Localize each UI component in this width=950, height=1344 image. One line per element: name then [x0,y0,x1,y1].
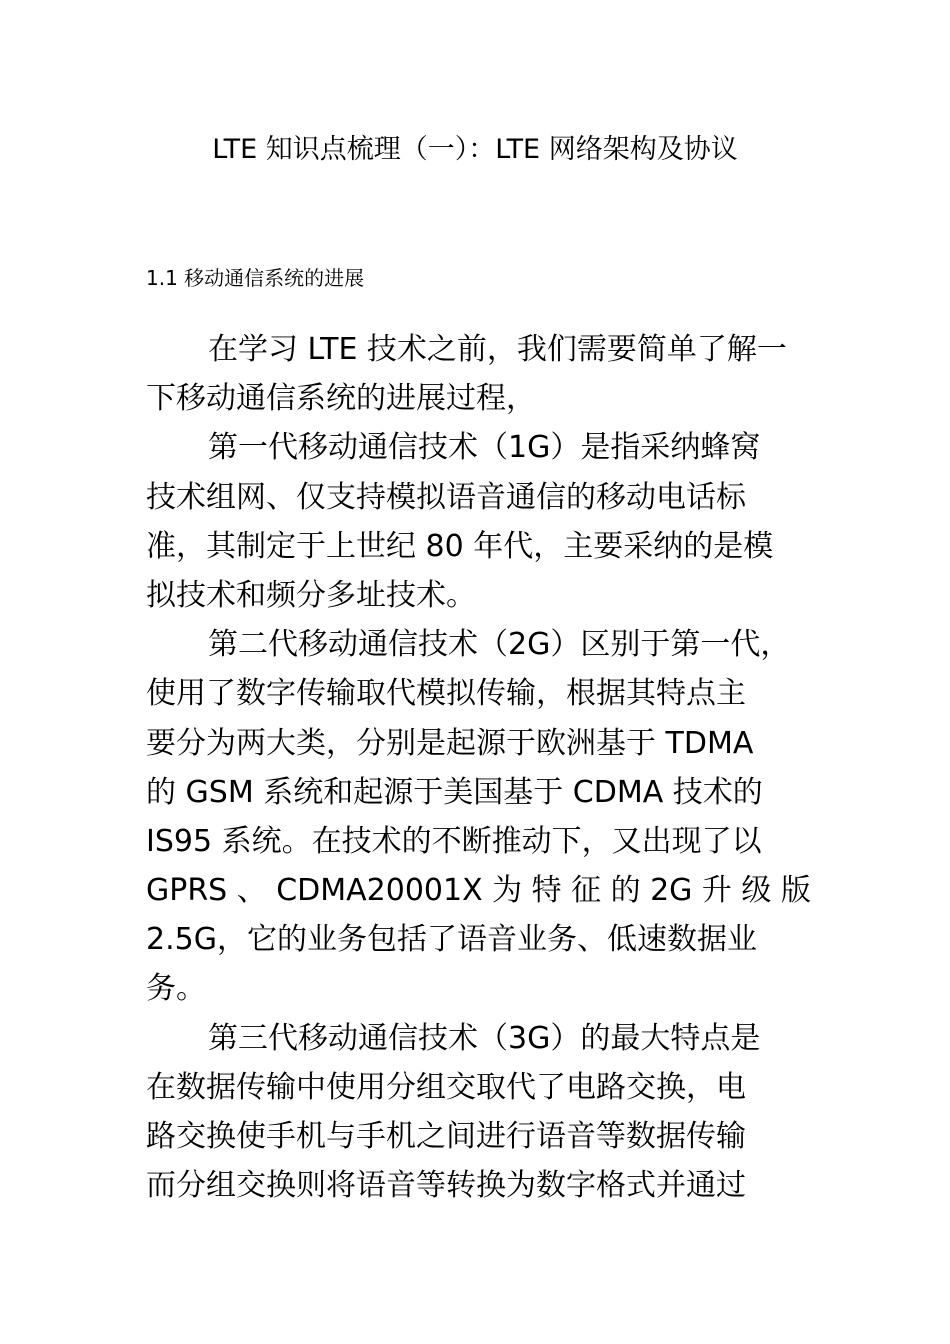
text-line: IS95 系统。在技术的不断推动下，又出现了以 [146,823,762,859]
paragraph-2g [146,620,811,1014]
text-token: CDMA20001X [276,873,483,909]
text-line: 在学习 LTE 技术之前，我们需要简单了解一 [208,332,787,367]
paragraph-3g [146,1014,811,1211]
text-line: 路交换使手机与手机之间进行语音等数据传输 [146,1119,746,1154]
text-token: 的 [610,873,641,909]
text-line-justified [146,866,811,915]
text-line: 务。 [146,971,206,1007]
text-token: 2G [650,873,693,909]
text-token: 升 [701,873,732,909]
text-line: 拟技术和频分多址技术。 [146,577,476,613]
text-line: 2.5G，它的业务包括了语音业务、低速数据业 [146,922,757,958]
text-token: 版 [780,873,811,909]
body-text [146,325,811,1210]
text-line: 在数据传输中使用分组交取代了电路交换，电 [146,1069,746,1105]
paragraph-intro [146,325,811,423]
section-heading: 1.1 移动通信系统的进展 [146,266,365,290]
text-line: 要分为两大类，分别是起源于欧洲基于 TDMA [146,725,754,761]
text-line: 技术组网、仅支持模拟语音通信的移动电话标 [146,479,746,515]
text-line: 第三代移动通信技术（3G）的最大特点是 [208,1020,761,1056]
text-token: 特 [531,873,562,909]
text-line: 第二代移动通信技术（2G）区别于第一代， [208,627,791,663]
text-token: 、 [236,873,267,909]
text-line: 准，其制定于上世纪 80 年代，主要采纳的是模 [146,528,774,564]
text-token: GPRS [146,873,228,909]
document-title: LTE 知识点梳理（一）：LTE 网络架构及协议 [212,134,738,165]
text-line: 而分组交换则将语音等转换为数字格式并通过 [146,1168,746,1204]
text-token: 为 [492,873,523,909]
text-line: 下移动通信系统的进展过程， [146,381,536,417]
paragraph-1g [146,423,811,620]
text-line: 使用了数字传输取代模拟传输，根据其特点主 [146,676,746,712]
text-line: 的 GSM 系统和起源于美国基于 CDMA 技术的 [146,774,763,810]
text-token: 征 [571,873,602,909]
text-token: 级 [741,873,772,909]
text-line: 第一代移动通信技术（1G）是指采纳蜂窝 [208,430,761,466]
